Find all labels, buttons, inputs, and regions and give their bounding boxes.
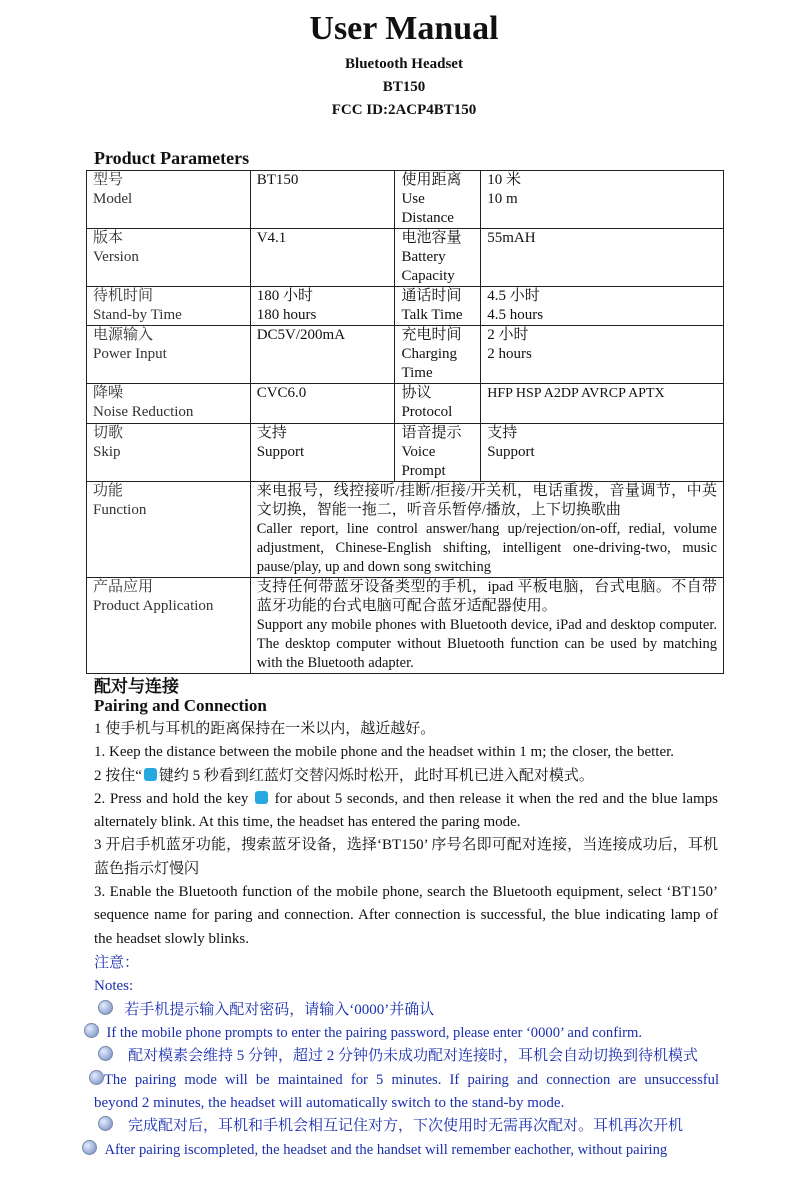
- pairing-heading-en: Pairing and Connection: [94, 696, 267, 715]
- param-value: CVC6.0: [250, 384, 395, 424]
- note-3-en: After pairing iscompleted, the headset and the handset will remember eachother, without pairing: [82, 1139, 667, 1162]
- note-2-en-line1: The pairing mode will be maintained for 5 minutes. If pairing and connection are unsuccessful: [89, 1069, 719, 1092]
- note-1-cn: 若手机提示输入配对密码，请输入‘0000’并确认: [98, 999, 434, 1022]
- table-row: [87, 424, 724, 482]
- fcc-id: FCC ID:2ACP4BT150: [331, 102, 477, 118]
- param-key: 使用距离 Use Distance: [395, 171, 481, 229]
- param-value: 支持任何带蓝牙设备类型的手机，ipad 平板电脑，台式电脑。不自带蓝牙功能的台式电脑可配合蓝牙适配器使用。 Support any mobile phones with Bluetooth device, iPad and desktop computer. The desktop computer without Bluetooth function can be used by matching with the Bluetooth adapter.: [250, 578, 723, 674]
- table-row: [87, 287, 724, 326]
- pairing-heading-cn: 配对与连接: [94, 677, 179, 696]
- bullet-icon: [98, 1000, 113, 1015]
- step-2-cn: 2 按住“ 键约 5 秒看到红蓝灯交替闪烁时松开，此时耳机已进入配对模式。: [94, 767, 594, 784]
- bullet-icon: [98, 1116, 113, 1131]
- note-3-cn: 完成配对后，耳机和手机会相互记住对方，下次使用时无需再次配对。耳机再次开机: [98, 1115, 683, 1138]
- step-1-en: 1. Keep the distance between the mobile phone and the headset within 1 m; the closer, the better.: [94, 744, 675, 761]
- table-row: [87, 326, 724, 384]
- step-1-cn: 1 使手机与耳机的距离保持在一米以内，越近越好。: [94, 721, 436, 737]
- note-2-en-line2: beyond 2 minutes, the headset will automatically switch to the stand-by mode.: [94, 1095, 565, 1111]
- notes-label-cn: 注意：: [94, 955, 140, 971]
- param-key: 版本 Version: [87, 229, 251, 287]
- param-value: BT150: [250, 171, 395, 229]
- param-key: 协议 Protocol: [395, 384, 481, 424]
- step-3-cn: 3 开启手机蓝牙功能，搜索蓝牙设备，选择‘BT150’ 序号名即可配对连接，当连接成功后，耳机蓝色指示灯慢闪: [94, 837, 718, 877]
- param-key: 语音提示 Voice Prompt: [395, 424, 481, 482]
- param-key: 型号 Model: [87, 171, 251, 229]
- model-number: BT150: [382, 79, 426, 95]
- notes-label-en: Notes:: [94, 978, 134, 994]
- bullet-icon: [89, 1070, 104, 1085]
- table-row: [87, 578, 724, 674]
- table-row: [87, 171, 724, 229]
- param-value: 180 小时 180 hours: [250, 287, 395, 326]
- param-key: 产品应用 Product Application: [87, 578, 251, 674]
- bullet-icon: [98, 1046, 113, 1061]
- power-key-icon: [255, 791, 268, 804]
- power-key-icon: [144, 768, 157, 781]
- step-2-en: 2. Press and hold the key for about 5 seconds, and then release it when the red and the blue lamps alternately blink. At this time, the headset has entered the paring mode.: [94, 790, 719, 831]
- note-1-en: If the mobile phone prompts to enter the pairing password, please enter ‘0000’ and confirm.: [84, 1022, 642, 1045]
- param-key: 降噪 Noise Reduction: [87, 384, 251, 424]
- param-value: 2 小时 2 hours: [481, 326, 724, 384]
- param-value: 支持 Support: [250, 424, 395, 482]
- param-value: 4.5 小时 4.5 hours: [481, 287, 724, 326]
- note-2-cn: 配对模素会维持 5 分钟，超过 2 分钟仍未成功配对连接时，耳机会自动切换到待机模式: [98, 1045, 698, 1068]
- product-name: Bluetooth Headset: [345, 56, 463, 72]
- param-value: 10 米 10 m: [481, 171, 724, 229]
- bullet-icon: [84, 1023, 99, 1038]
- param-key: 功能 Function: [87, 482, 251, 578]
- param-key: 待机时间 Stand-by Time: [87, 287, 251, 326]
- param-value: 支持 Support: [481, 424, 724, 482]
- param-value: 55mAH: [481, 229, 724, 287]
- table-row: [87, 384, 724, 424]
- bullet-icon: [82, 1140, 97, 1155]
- param-value: DC5V/200mA: [250, 326, 395, 384]
- document-title: User Manual: [309, 10, 499, 47]
- product-parameters-heading: Product Parameters: [94, 148, 250, 168]
- pairing-steps: [94, 718, 718, 951]
- step-3-en: 3. Enable the Bluetooth function of the mobile phone, search the Bluetooth equipment, select ‘BT150’ sequence name for paring and connection. After connection is successful, the blue indicating lamp of the headset slowly blinks.: [94, 884, 718, 947]
- table-row: [87, 229, 724, 287]
- parameters-table: [86, 170, 724, 674]
- param-key: 充电时间 Charging Time: [395, 326, 481, 384]
- table-row: [87, 482, 724, 578]
- param-value: 来电报号，线控接听/挂断/拒接/开关机，电话重拨，音量调节，中英文切换，智能一拖二，听音乐暂停/播放，上下切换歌曲 Caller report, line control answer/hang up/rejection/on-off, redial, volume adjustment, Chinese-English shifting, intelligent one-driving-two, music pause/play, up and down song switching: [250, 482, 723, 578]
- param-key: 电池容量 Battery Capacity: [395, 229, 481, 287]
- param-key: 切歌 Skip: [87, 424, 251, 482]
- param-value: HFP HSP A2DP AVRCP APTX: [481, 384, 724, 424]
- param-key: 通话时间 Talk Time: [395, 287, 481, 326]
- param-key: 电源输入 Power Input: [87, 326, 251, 384]
- param-value: V4.1: [250, 229, 395, 287]
